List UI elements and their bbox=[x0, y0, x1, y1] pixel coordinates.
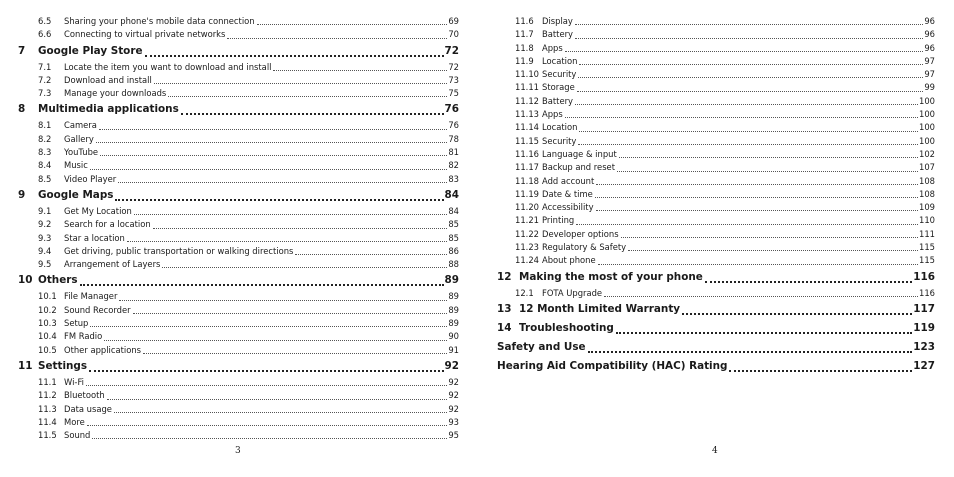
toc-entry-number: 11.18 bbox=[515, 175, 539, 186]
toc-entry-page: 100 bbox=[919, 109, 935, 120]
toc-subsection-row[interactable] bbox=[18, 119, 459, 132]
toc-entry-page: 89 bbox=[444, 274, 459, 287]
toc-entry-number: 8.1 bbox=[38, 120, 52, 131]
toc-subsection-row[interactable] bbox=[18, 87, 459, 100]
toc-entry-title: Others bbox=[38, 274, 78, 287]
toc-subsection-row[interactable] bbox=[497, 241, 935, 254]
dot-leader bbox=[100, 155, 447, 156]
toc-entry-page: 107 bbox=[919, 162, 935, 173]
toc-entry-number: 11.5 bbox=[38, 430, 57, 441]
dot-leader bbox=[153, 228, 448, 229]
dot-leader bbox=[257, 24, 448, 25]
toc-entry-page: 127 bbox=[913, 359, 935, 372]
toc-entry-title: Camera bbox=[64, 120, 97, 131]
toc-subsection-row[interactable] bbox=[18, 15, 459, 28]
toc-entry-page: 100 bbox=[919, 135, 935, 146]
toc-section-row[interactable] bbox=[497, 268, 935, 287]
dot-leader bbox=[154, 83, 448, 84]
toc-right-page bbox=[497, 15, 935, 376]
toc-entry-title: Printing bbox=[542, 215, 575, 226]
toc-subsection-row[interactable] bbox=[18, 416, 459, 429]
toc-subsection-row[interactable] bbox=[497, 121, 935, 134]
toc-subsection-row[interactable] bbox=[497, 42, 935, 55]
toc-entry-title: Display bbox=[542, 16, 573, 26]
dot-leader bbox=[145, 55, 444, 57]
toc-entry-title: Settings bbox=[38, 359, 88, 372]
toc-entry-page: 95 bbox=[448, 430, 459, 441]
toc-entry-title: Regulatory & Safety bbox=[542, 242, 627, 253]
toc-entry-title: Backup and reset bbox=[542, 162, 615, 173]
toc-entry-number: 8 bbox=[18, 103, 26, 116]
toc-subsection-row[interactable] bbox=[497, 175, 935, 188]
toc-entry-number: 11.20 bbox=[515, 202, 539, 213]
dot-leader bbox=[104, 340, 447, 341]
dot-leader bbox=[619, 157, 918, 158]
toc-subsection-row[interactable] bbox=[497, 254, 935, 267]
toc-entry-page: 85 bbox=[448, 219, 459, 230]
toc-entry-title: Safety and Use bbox=[497, 340, 586, 353]
toc-entry-title: File Manager bbox=[64, 291, 118, 302]
toc-entry-title: Arrangement of Layers bbox=[64, 259, 161, 270]
toc-entry-number: 11.15 bbox=[515, 135, 539, 146]
toc-entry-number: 11.14 bbox=[515, 122, 539, 133]
toc-entry-title: Locate the item you want to download and install bbox=[64, 61, 272, 72]
toc-entry-title: Accessibility bbox=[542, 202, 594, 213]
toc-entry-number: 11.7 bbox=[515, 29, 534, 40]
toc-subsection-row[interactable] bbox=[497, 161, 935, 174]
toc-subsection-row[interactable] bbox=[18, 317, 459, 330]
dot-leader bbox=[729, 370, 912, 372]
dot-leader bbox=[628, 250, 918, 251]
toc-entry-page: 73 bbox=[448, 74, 459, 85]
toc-entry-page: 92 bbox=[448, 403, 459, 414]
dot-leader bbox=[89, 370, 443, 372]
toc-entry-number: 9.1 bbox=[38, 205, 52, 216]
toc-entry-title: FM Radio bbox=[64, 331, 103, 342]
toc-entry-number: 10 bbox=[18, 274, 33, 287]
page-number-right: 4 bbox=[712, 446, 718, 456]
toc-subsection-row[interactable] bbox=[497, 201, 935, 214]
toc-subsection-row[interactable] bbox=[497, 108, 935, 121]
dot-leader bbox=[181, 113, 444, 115]
dot-leader bbox=[621, 237, 918, 238]
toc-subsection-row[interactable] bbox=[497, 55, 935, 68]
toc-entry-title: More bbox=[64, 416, 85, 427]
toc-left-page bbox=[18, 15, 459, 442]
toc-entry-page: 119 bbox=[913, 321, 935, 334]
toc-entry-number: 9 bbox=[18, 188, 26, 201]
toc-entry-page: 97 bbox=[924, 55, 935, 66]
toc-entry-title: Get My Location bbox=[64, 205, 132, 216]
toc-entry-number: 11.2 bbox=[38, 390, 57, 401]
toc-entry-number: 10.3 bbox=[38, 318, 57, 329]
toc-subsection-row[interactable] bbox=[18, 330, 459, 343]
toc-entry-title: Bluetooth bbox=[64, 390, 105, 401]
toc-entry-title: Troubleshooting bbox=[519, 321, 614, 334]
toc-entry-number: 11.13 bbox=[515, 109, 539, 120]
toc-entry-number: 6.5 bbox=[38, 16, 52, 26]
dot-leader bbox=[134, 214, 447, 215]
dot-leader bbox=[168, 96, 447, 97]
toc-subsection-row[interactable] bbox=[18, 232, 459, 245]
toc-subsection-row[interactable] bbox=[18, 245, 459, 258]
toc-entry-number: 8.5 bbox=[38, 173, 52, 184]
toc-entry-title: Making the most of your phone bbox=[519, 270, 703, 283]
dot-leader bbox=[96, 142, 448, 143]
dot-leader bbox=[99, 129, 447, 130]
toc-entry-page: 92 bbox=[448, 390, 459, 401]
toc-entry-number: 10.2 bbox=[38, 304, 57, 315]
toc-entry-page: 115 bbox=[919, 242, 935, 253]
dot-leader bbox=[87, 425, 448, 426]
toc-entry-page: 91 bbox=[448, 344, 459, 355]
toc-entry-title: About phone bbox=[542, 255, 596, 266]
toc-subsection-row[interactable] bbox=[497, 95, 935, 108]
toc-subsection-row[interactable] bbox=[497, 148, 935, 161]
toc-entry-title: Sound bbox=[64, 430, 91, 441]
toc-entry-page: 76 bbox=[444, 103, 459, 116]
toc-entry-number: 8.2 bbox=[38, 133, 52, 144]
toc-subsection-row[interactable] bbox=[18, 173, 459, 186]
page-number-left: 3 bbox=[235, 446, 241, 456]
toc-entry-page: 72 bbox=[448, 61, 459, 72]
toc-entry-page: 100 bbox=[919, 122, 935, 133]
toc-entry-number: 11.16 bbox=[515, 148, 539, 159]
toc-entry-title: Language & input bbox=[542, 148, 617, 159]
toc-entry-title: Manage your downloads bbox=[64, 88, 167, 99]
toc-entry-number: 11.22 bbox=[515, 228, 539, 239]
toc-entry-page: 102 bbox=[919, 148, 935, 159]
dot-leader bbox=[579, 64, 923, 65]
toc-subsection-row[interactable] bbox=[18, 403, 459, 416]
toc-section-row[interactable] bbox=[497, 319, 935, 338]
toc-entry-number: 6.6 bbox=[38, 29, 52, 40]
toc-section-row[interactable] bbox=[497, 300, 935, 319]
dot-leader bbox=[295, 254, 447, 255]
dot-leader bbox=[80, 284, 444, 286]
dot-leader bbox=[575, 24, 923, 25]
toc-entry-number: 11.4 bbox=[38, 416, 57, 427]
toc-entry-number: 10.4 bbox=[38, 331, 57, 342]
toc-entry-page: 89 bbox=[448, 304, 459, 315]
toc-entry-number: 9.2 bbox=[38, 219, 52, 230]
toc-entry-title: Storage bbox=[542, 82, 575, 93]
toc-entry-number: 8.4 bbox=[38, 160, 52, 171]
toc-entry-number: 7.3 bbox=[38, 88, 52, 99]
toc-entry-page: 111 bbox=[919, 228, 935, 239]
toc-entry-title: Download and install bbox=[64, 74, 152, 85]
toc-entry-number: 11.12 bbox=[515, 95, 539, 106]
toc-subsection-row[interactable] bbox=[18, 146, 459, 159]
toc-entry-page: 108 bbox=[919, 188, 935, 199]
toc-entry-number: 11.23 bbox=[515, 242, 539, 253]
toc-subsection-row[interactable] bbox=[18, 74, 459, 87]
toc-entry-page: 110 bbox=[919, 215, 935, 226]
toc-entry-title: FOTA Upgrade bbox=[542, 287, 603, 298]
toc-entry-title: Data usage bbox=[64, 403, 112, 414]
toc-entry-page: 72 bbox=[444, 44, 459, 57]
toc-entry-page: 89 bbox=[448, 291, 459, 302]
toc-entry-page: 70 bbox=[448, 29, 459, 40]
toc-subsection-row[interactable] bbox=[18, 344, 459, 357]
toc-entry-page: 117 bbox=[913, 302, 935, 315]
dot-leader bbox=[273, 70, 447, 71]
toc-section-row[interactable] bbox=[497, 357, 935, 376]
dot-leader bbox=[127, 241, 447, 242]
toc-entry-page: 116 bbox=[919, 287, 935, 298]
toc-entry-title: Sound Recorder bbox=[64, 304, 131, 315]
toc-entry-number: 12.1 bbox=[515, 287, 534, 298]
toc-subsection-row[interactable] bbox=[18, 205, 459, 218]
toc-entry-title: Security bbox=[542, 69, 577, 80]
toc-entry-page: 96 bbox=[924, 29, 935, 40]
dot-leader bbox=[119, 300, 447, 301]
toc-subsection-row[interactable] bbox=[497, 135, 935, 148]
toc-entry-page: 99 bbox=[924, 82, 935, 93]
toc-entry-title: Date & time bbox=[542, 188, 593, 199]
toc-entry-number: 11.10 bbox=[515, 69, 539, 80]
toc-entry-title: Setup bbox=[64, 318, 89, 329]
dot-leader bbox=[227, 38, 447, 39]
toc-entry-title: Add account bbox=[542, 175, 595, 186]
dot-leader bbox=[578, 144, 918, 145]
toc-entry-page: 69 bbox=[448, 16, 459, 26]
toc-subsection-row[interactable] bbox=[497, 287, 935, 300]
toc-entry-number: 10.5 bbox=[38, 344, 57, 355]
toc-entry-title: Location bbox=[542, 122, 578, 133]
toc-section-row[interactable] bbox=[18, 42, 459, 61]
dot-leader bbox=[577, 91, 924, 92]
dot-leader bbox=[133, 313, 448, 314]
toc-entry-page: 78 bbox=[448, 133, 459, 144]
toc-entry-title: Google Play Store bbox=[38, 44, 143, 57]
toc-entry-title: Star a location bbox=[64, 232, 125, 243]
toc-entry-title: Location bbox=[542, 55, 578, 66]
toc-entry-number: 8.3 bbox=[38, 147, 52, 158]
toc-entry-number: 9.5 bbox=[38, 259, 52, 270]
toc-entry-title: Music bbox=[64, 160, 88, 171]
dot-leader bbox=[92, 438, 447, 439]
toc-entry-number: 11.8 bbox=[515, 42, 534, 53]
toc-entry-page: 97 bbox=[924, 69, 935, 80]
toc-entry-page: 84 bbox=[448, 205, 459, 216]
dot-leader bbox=[596, 184, 918, 185]
toc-entry-title: Sharing your phone's mobile data connection bbox=[64, 16, 255, 26]
toc-entry-title: Gallery bbox=[64, 133, 94, 144]
toc-entry-title: 12 Month Limited Warranty bbox=[519, 302, 681, 315]
toc-entry-number: 11.11 bbox=[515, 82, 539, 93]
dot-leader bbox=[598, 264, 918, 265]
toc-entry-page: 76 bbox=[448, 120, 459, 131]
dot-leader bbox=[107, 399, 448, 400]
toc-entry-number: 9.3 bbox=[38, 232, 52, 243]
toc-entry-page: 92 bbox=[448, 376, 459, 387]
toc-entry-number: 11.24 bbox=[515, 255, 539, 266]
dot-leader bbox=[682, 313, 912, 315]
toc-entry-page: 123 bbox=[913, 340, 935, 353]
dot-leader bbox=[118, 182, 447, 183]
toc-section-row[interactable] bbox=[497, 338, 935, 357]
toc-subsection-row[interactable] bbox=[497, 28, 935, 41]
dot-leader bbox=[90, 326, 447, 327]
toc-entry-title: Battery bbox=[542, 95, 573, 106]
toc-entry-number: 11.19 bbox=[515, 188, 539, 199]
toc-entry-title: Multimedia applications bbox=[38, 103, 179, 116]
dot-leader bbox=[596, 210, 918, 211]
dot-leader bbox=[162, 267, 447, 268]
toc-entry-page: 90 bbox=[448, 331, 459, 342]
toc-entry-page: 96 bbox=[924, 42, 935, 53]
toc-subsection-row[interactable] bbox=[497, 214, 935, 227]
toc-entry-page: 92 bbox=[444, 359, 459, 372]
toc-entry-number: 11 bbox=[18, 359, 33, 372]
dot-leader bbox=[114, 412, 447, 413]
toc-entry-title: Get driving, public transportation or walking directions bbox=[64, 245, 294, 256]
toc-entry-page: 89 bbox=[448, 318, 459, 329]
toc-subsection-row[interactable] bbox=[497, 228, 935, 241]
toc-section-row[interactable] bbox=[18, 271, 459, 290]
toc-entry-page: 116 bbox=[913, 270, 935, 283]
toc-entry-title: Video Player bbox=[64, 173, 117, 184]
toc-subsection-row[interactable] bbox=[18, 28, 459, 41]
toc-entry-page: 100 bbox=[919, 95, 935, 106]
toc-subsection-row[interactable] bbox=[18, 218, 459, 231]
toc-entry-title: Other applications bbox=[64, 344, 142, 355]
toc-entry-number: 9.4 bbox=[38, 245, 52, 256]
toc-entry-title: YouTube bbox=[64, 147, 99, 158]
toc-entry-title: Apps bbox=[542, 42, 563, 53]
dot-leader bbox=[575, 38, 923, 39]
toc-entry-number: 11.17 bbox=[515, 162, 539, 173]
toc-entry-page: 81 bbox=[448, 147, 459, 158]
dot-leader bbox=[617, 171, 918, 172]
dot-leader bbox=[705, 281, 913, 283]
toc-entry-title: Apps bbox=[542, 109, 563, 120]
dot-leader bbox=[579, 131, 918, 132]
dot-leader bbox=[576, 224, 918, 225]
toc-subsection-row[interactable] bbox=[18, 258, 459, 271]
toc-entry-page: 109 bbox=[919, 202, 935, 213]
toc-entry-number: 10.1 bbox=[38, 291, 57, 302]
dot-leader bbox=[604, 296, 918, 297]
toc-entry-number: 11.3 bbox=[38, 403, 57, 414]
toc-subsection-row[interactable] bbox=[497, 81, 935, 94]
toc-entry-number: 13 bbox=[497, 302, 512, 315]
toc-entry-page: 83 bbox=[448, 173, 459, 184]
toc-entry-page: 85 bbox=[448, 232, 459, 243]
toc-entry-title: Google Maps bbox=[38, 188, 114, 201]
dot-leader bbox=[565, 117, 918, 118]
toc-entry-page: 115 bbox=[919, 255, 935, 266]
toc-subsection-row[interactable] bbox=[18, 159, 459, 172]
toc-subsection-row[interactable] bbox=[497, 68, 935, 81]
toc-entry-title: Hearing Aid Compatibility (HAC) Rating bbox=[497, 359, 728, 372]
toc-subsection-row[interactable] bbox=[18, 376, 459, 389]
toc-entry-title: Developer options bbox=[542, 228, 619, 239]
toc-subsection-row[interactable] bbox=[18, 389, 459, 402]
toc-section-row[interactable] bbox=[18, 100, 459, 119]
dot-leader bbox=[115, 199, 443, 201]
toc-subsection-row[interactable] bbox=[18, 133, 459, 146]
toc-subsection-row[interactable] bbox=[497, 188, 935, 201]
dot-leader bbox=[565, 51, 924, 52]
toc-entry-title: Battery bbox=[542, 29, 573, 40]
toc-subsection-row[interactable] bbox=[18, 429, 459, 442]
dot-leader bbox=[575, 104, 918, 105]
dot-leader bbox=[578, 77, 923, 78]
toc-entry-number: 12 bbox=[497, 270, 512, 283]
dot-leader bbox=[86, 385, 447, 386]
toc-entry-title: Security bbox=[542, 135, 577, 146]
dot-leader bbox=[595, 197, 918, 198]
toc-entry-page: 93 bbox=[448, 416, 459, 427]
dot-leader bbox=[143, 353, 447, 354]
dot-leader bbox=[90, 169, 447, 170]
toc-entry-number: 11.1 bbox=[38, 376, 57, 387]
toc-entry-page: 108 bbox=[919, 175, 935, 186]
toc-entry-page: 75 bbox=[448, 88, 459, 99]
toc-entry-page: 86 bbox=[448, 245, 459, 256]
toc-entry-number: 7.2 bbox=[38, 74, 52, 85]
toc-subsection-row[interactable] bbox=[18, 61, 459, 74]
toc-entry-page: 82 bbox=[448, 160, 459, 171]
toc-subsection-row[interactable] bbox=[18, 290, 459, 303]
toc-entry-title: Wi-Fi bbox=[64, 376, 84, 387]
toc-section-row[interactable] bbox=[18, 357, 459, 376]
toc-entry-number: 7 bbox=[18, 44, 26, 57]
toc-entry-page: 96 bbox=[924, 16, 935, 26]
toc-entry-number: 7.1 bbox=[38, 61, 52, 72]
toc-entry-title: Search for a location bbox=[64, 219, 151, 230]
dot-leader bbox=[616, 332, 912, 334]
dot-leader bbox=[588, 351, 913, 353]
toc-subsection-row[interactable] bbox=[497, 15, 935, 28]
toc-entry-number: 14 bbox=[497, 321, 512, 334]
toc-section-row[interactable] bbox=[18, 186, 459, 205]
toc-subsection-row[interactable] bbox=[18, 304, 459, 317]
toc-entry-number: 11.21 bbox=[515, 215, 539, 226]
toc-entry-number: 11.9 bbox=[515, 55, 534, 66]
toc-entry-page: 84 bbox=[444, 188, 459, 201]
toc-entry-number: 11.6 bbox=[515, 16, 534, 26]
toc-entry-page: 88 bbox=[448, 259, 459, 270]
toc-entry-title: Connecting to virtual private networks bbox=[64, 29, 226, 40]
